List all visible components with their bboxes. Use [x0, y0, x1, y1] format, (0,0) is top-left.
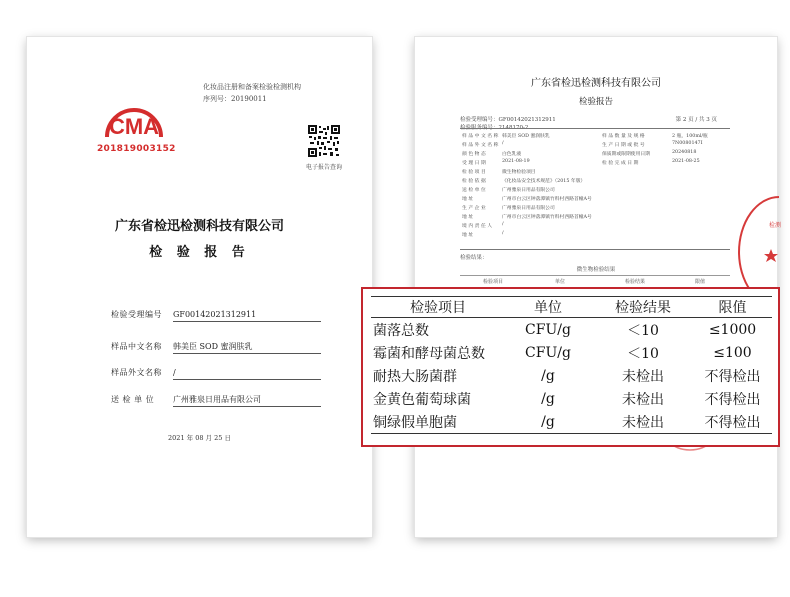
- serial-value: 20190011: [231, 95, 267, 103]
- info-row: [462, 185, 728, 194]
- sample-info-table: [460, 128, 730, 250]
- info-value: 2021-08-19: [502, 159, 530, 164]
- info-row: [462, 149, 728, 158]
- divider: [460, 275, 730, 276]
- cell-limit: ≤100: [713, 344, 752, 361]
- info-row: [462, 194, 728, 203]
- info-label: 颜 色 物 态: [462, 152, 486, 157]
- table-row: [371, 387, 772, 410]
- serial-label: 序列号：: [203, 95, 231, 103]
- report-title: 检 验 报 告: [149, 245, 250, 260]
- cell-unit: /g: [541, 390, 555, 407]
- field-label: 送 检 单 位: [111, 395, 155, 404]
- field-value: 广州雅泉日用品有限公司: [173, 392, 321, 407]
- service-number: 检验服务编号：2148170-2: [460, 125, 529, 131]
- cell-unit: CFU/g: [525, 344, 571, 361]
- section-title: 微生物检验结果: [576, 267, 616, 273]
- info-label: 地 址: [462, 233, 474, 238]
- info-label: 地 址: [462, 215, 474, 220]
- microbiology-results-table: [371, 296, 772, 434]
- info-label-right: 检 验 完 成 日 期: [602, 161, 639, 166]
- table-row: [371, 410, 772, 434]
- company-name: 广东省检迅检测科技有限公司: [531, 78, 661, 89]
- info-value: 韩美臣 SOD 蜜润肤乳: [502, 134, 550, 139]
- page-number: 第 2 页 / 共 3 页: [675, 117, 717, 123]
- cell-unit: /g: [541, 367, 555, 384]
- table-row: [371, 364, 772, 387]
- info-row: [462, 140, 728, 149]
- field-sample-cn-name: [111, 339, 321, 355]
- cell-unit: CFU/g: [525, 321, 571, 338]
- cma-text: CMA: [108, 114, 160, 139]
- sub-header-unit: 单位: [555, 279, 566, 285]
- field-sample-en-name: [111, 365, 321, 381]
- info-row: [462, 158, 728, 167]
- cell-unit: /g: [503, 410, 593, 434]
- cell-result: ＜10: [627, 345, 659, 362]
- info-row: [462, 176, 728, 185]
- side-seal-text: 检测: [769, 222, 782, 229]
- info-row: [462, 221, 728, 230]
- info-label-right: 样 品 数 量 及 规 格: [602, 134, 645, 139]
- field-submitter: [111, 392, 321, 408]
- field-accept-no: [111, 307, 321, 323]
- info-label-right: 保质期或限期使用日期: [602, 152, 650, 157]
- info-value: /: [502, 222, 504, 227]
- cell-result: 未检出: [622, 391, 664, 408]
- info-value-right: 7N0080147I: [672, 141, 703, 146]
- cell-result: ＜10: [627, 322, 659, 339]
- qr-code-icon: [308, 125, 340, 157]
- qr-caption: 电子报告查询: [306, 164, 343, 171]
- info-row: [462, 230, 728, 239]
- cell-item: 耐热大肠菌群: [373, 368, 457, 385]
- cell-limit: 不得检出: [704, 368, 761, 385]
- info-value-right: 2021-08-25: [672, 159, 700, 164]
- info-value: 《化妆品安全技术规范》（2015 年版）: [502, 179, 586, 184]
- info-label: 境 内 责 任 人: [462, 224, 493, 229]
- org-line: 化妆品注册和备案检验检测机构: [203, 83, 301, 91]
- field-value: GF00142021312911: [173, 307, 321, 322]
- cma-number: 201819003152: [97, 144, 176, 154]
- cma-logo-icon: [99, 97, 169, 145]
- info-value: 广州雅泉日用品有限公司: [502, 188, 555, 193]
- cell-item: 霉菌和酵母菌总数: [373, 345, 485, 362]
- info-value: 微生物检验项目: [502, 170, 536, 175]
- header-item: 检验项目: [371, 297, 503, 318]
- info-value: 广州市白云区钟落潭镇竹料村西路首幢A号: [502, 197, 592, 202]
- info-label: 检 验 项 目: [462, 170, 486, 175]
- info-value-right: 20240818: [672, 150, 697, 155]
- cell-limit: 不得检出: [693, 410, 772, 434]
- header-unit: 单位: [503, 297, 593, 318]
- field-value: /: [173, 365, 321, 380]
- accept-number: 检验受理编号：GF00142021312911: [460, 117, 556, 123]
- info-label: 检 验 依 据: [462, 179, 486, 184]
- info-row: [462, 203, 728, 212]
- company-name: 广东省检迅检测科技有限公司: [114, 219, 284, 234]
- cell-item: 铜绿假单胞菌: [371, 410, 503, 434]
- info-row: [462, 212, 728, 221]
- info-label: 地 址: [462, 197, 474, 202]
- cell-result: 未检出: [622, 368, 664, 385]
- table-row: [371, 318, 772, 342]
- info-value: 白色乳液: [502, 152, 522, 157]
- cell-item: 金黄色葡萄球菌: [373, 391, 471, 408]
- field-label: 样品外文名称: [111, 368, 162, 377]
- header-limit: 限值: [693, 297, 772, 318]
- results-table-callout: [361, 287, 780, 447]
- info-label: 受 理 日 期: [462, 161, 486, 166]
- cell-limit: 不得检出: [704, 391, 761, 408]
- info-value: /: [502, 141, 504, 146]
- sub-header-limit: 限值: [695, 279, 706, 285]
- table-row: [371, 341, 772, 364]
- result-caption: 检验结果：: [460, 255, 488, 261]
- cell-result: 未检出: [593, 410, 693, 434]
- info-value: 广州雅泉日用品有限公司: [502, 206, 555, 211]
- cell-item: 菌落总数: [373, 322, 429, 339]
- info-row: [462, 167, 728, 176]
- sub-header-result: 检验结果: [625, 279, 646, 285]
- report-title: 检验报告: [578, 97, 613, 107]
- field-label: 样品中文名称: [111, 342, 162, 351]
- header-result: 检验结果: [593, 297, 693, 318]
- info-label: 样 品 外 文 名 称: [462, 143, 499, 148]
- report-cover-page: [27, 37, 372, 537]
- sub-header-item: 检验项目: [483, 279, 504, 285]
- info-label: 生 产 企 业: [462, 206, 486, 211]
- field-label: 检验受理编号: [111, 310, 162, 319]
- cell-limit: ≤1000: [708, 321, 757, 338]
- info-label-right: 生 产 日 期 或 批 号: [602, 143, 645, 148]
- info-label: 样 品 中 文 名 称: [462, 134, 499, 139]
- serial-number: [203, 94, 267, 104]
- field-value: 韩美臣 SOD 蜜润肤乳: [173, 339, 321, 354]
- report-date: 2021 年 08 月 25 日: [168, 434, 231, 442]
- info-value-right: 2 瓶，100ml/瓶: [672, 134, 708, 139]
- info-label: 送 检 单 位: [462, 188, 486, 193]
- info-row: [462, 131, 728, 140]
- info-value: /: [502, 231, 504, 236]
- info-value: 广州市白云区钟落潭镇竹料村西路首幢A号: [502, 215, 592, 220]
- table-header-row: [371, 297, 772, 318]
